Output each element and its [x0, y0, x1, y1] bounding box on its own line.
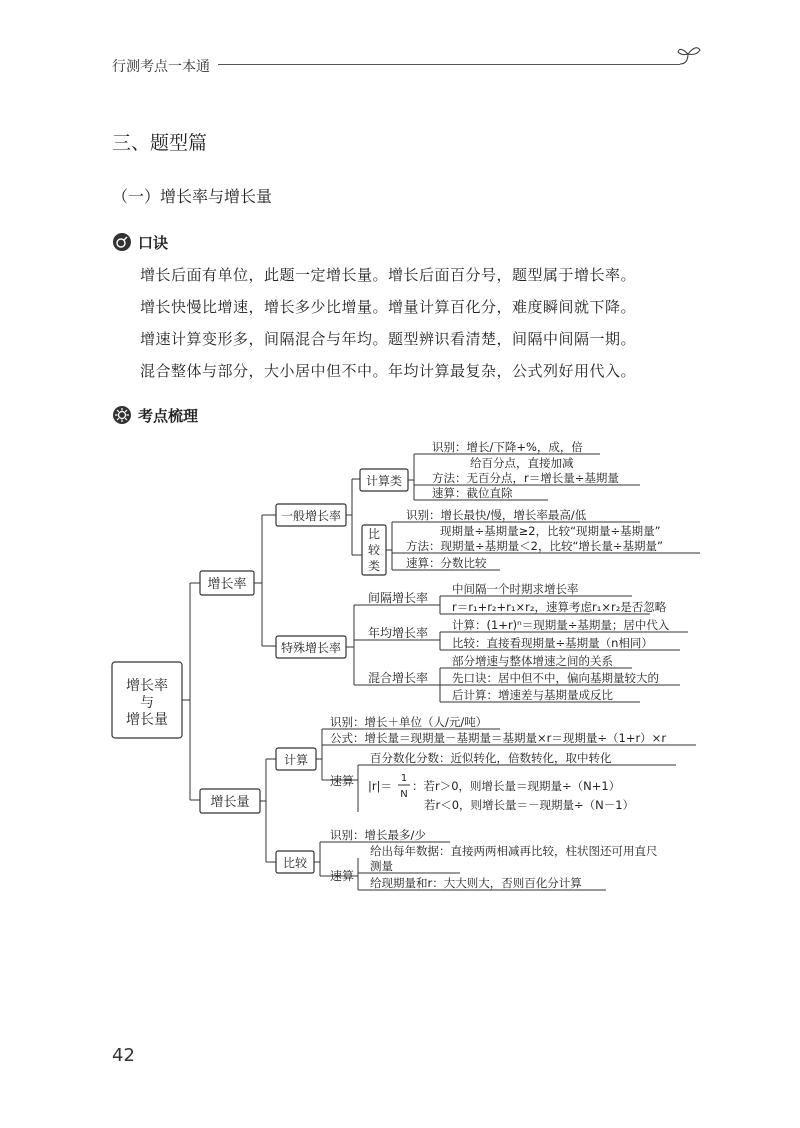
mnemonic-line-3: 增速计算变形多，间隔混合与年均。题型辨识看清楚，间隔中间隔一期。: [140, 330, 637, 348]
compare-type-label-3: 类: [367, 559, 381, 573]
review-heading: 考点梳理: [138, 407, 199, 425]
amount-speed-label: 速算: [330, 774, 355, 788]
section-subtitle: （一）增长率与增长量: [112, 187, 273, 206]
root-line-3: 增长量: [126, 712, 168, 728]
speed-formula-den: N: [400, 789, 408, 800]
mnemonic-line-1: 增长后面有单位，此题一定增长量。增长后面百分号，题型属于增长率。: [140, 266, 637, 284]
calc-identify: 识别：增长/下降+%，成，倍: [432, 440, 583, 454]
calc-method-2: 方法：无百分点，r＝增长量÷基期量: [432, 471, 619, 485]
compare-amount-identify: 识别：增长最多/少: [330, 828, 426, 842]
compare-type-label-1: 比: [367, 527, 381, 541]
growth-rate-label: 增长率: [207, 577, 247, 592]
growth-amount-label: 增长量: [210, 795, 250, 810]
mixed-item-1: 部分增速与整体增速之间的关系: [452, 654, 613, 668]
annual-rate-label: 年均增长率: [368, 626, 429, 640]
annual-item-1: 计算：(1+r)ⁿ＝现期量÷基期量；居中代入: [452, 618, 670, 632]
interval-item-1: 中间隔一个时期求增长率: [452, 582, 579, 596]
percent-to-fraction: 百分数化分数：近似转化，倍数转化，取中转化: [370, 751, 612, 765]
compare-speed-item-2: 测量: [370, 859, 393, 873]
compare-speed: 速算：分数比较: [406, 556, 487, 570]
mnemonic-line-4: 混合整体与部分，大小居中但不中。年均计算最复杂，公式列好用代入。: [140, 362, 637, 380]
amount-compare-label: 比较: [282, 856, 308, 870]
mnemonic-line-2: 增长快慢比增速，增长多少比增量。增量计算百化分，难度瞬间就下降。: [140, 298, 637, 316]
amount-formula: 公式：增长量＝现期量－基期量＝基期量×r＝现期量÷（1+r）×r: [330, 731, 667, 745]
amount-calc-label: 计算: [283, 753, 309, 767]
special-rate-label: 特殊增长率: [280, 641, 342, 655]
compare-speed-item-1: 给出每年数据：直接两两相减再比较，柱状图还可用直尺: [370, 844, 658, 858]
compare-identify: 识别：增长最快/慢，增长率最高/低: [406, 508, 587, 522]
compare-method-2: 方法：现期量÷基期量＜2，比较“增长量÷基期量”: [406, 539, 664, 553]
speed-line-2: 若r＜0，则增长量＝－现期量÷（N－1）: [424, 798, 635, 812]
calc-type-label: 计算类: [365, 474, 403, 488]
interval-item-2: r＝r₁+r₂+r₁×r₂，速算考虑r₁×r₂是否忽略: [452, 600, 667, 614]
calc-method-1: 给百分点，直接加减: [470, 456, 574, 470]
compare-speed-item-3: 给现期量和r：大大则大，否则百化分计算: [370, 876, 582, 890]
calc-speed: 速算：截位直除: [432, 486, 513, 500]
mnemonic-heading: 口诀: [138, 234, 169, 252]
root-line-2: 与: [140, 695, 154, 711]
book-title: 行测考点一本通: [112, 59, 210, 75]
root-line-1: 增长率: [126, 678, 168, 694]
speed-formula-prefix: |r|＝: [368, 779, 392, 793]
page-number: 42: [112, 1045, 135, 1066]
compare-method-1: 现期量÷基期量≥2，比较“现期量÷基期量”: [440, 524, 661, 538]
compare-type-label-2: 较: [367, 543, 381, 557]
compare-speed-label: 速算: [330, 869, 355, 883]
section-title: 三、题型篇: [112, 132, 208, 154]
mixed-item-2: 先口诀：居中但不中，偏向基期量较大的: [452, 671, 659, 685]
mixed-rate-label: 混合增长率: [368, 671, 429, 685]
interval-rate-label: 间隔增长率: [368, 591, 429, 605]
general-rate-label: 一般增长率: [280, 509, 342, 523]
speed-formula-num: 1: [400, 773, 408, 784]
speed-line-1: ：若r＞0，则增长量＝现期量÷（N+1）: [412, 779, 621, 793]
amount-identify: 识别：增长＋单位（人/元/吨）: [330, 715, 488, 729]
annual-item-2: 比较：直接看现期量÷基期量（n相同）: [452, 636, 653, 650]
mixed-item-3: 后计算：增速差与基期量成反比: [452, 688, 613, 702]
